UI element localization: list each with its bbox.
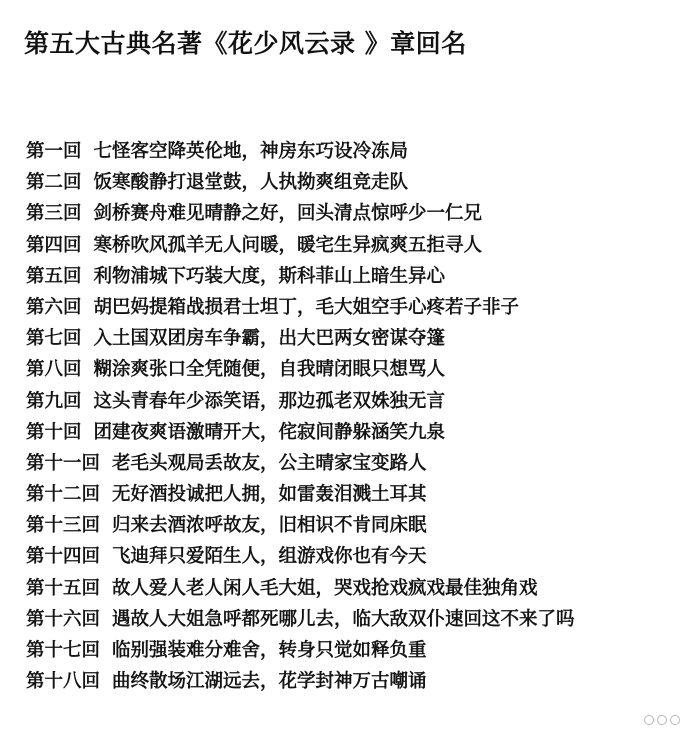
chapter-number: 第六回: [26, 296, 82, 318]
chapter-title: 七怪客空降英伦地，神房东巧设冷冻局: [93, 141, 409, 162]
chapter-title: 曲终散场江湖远去，花学封神万古嘲诵: [112, 671, 427, 693]
chapter-title: 老毛头观局丢故友，公主晴家宝变路人: [112, 452, 427, 474]
chapter-item: [26, 417, 575, 448]
chapter-title: 飞迪拜只爱陌生人，组游戏你也有今天: [112, 546, 427, 568]
chapter-title: 无好酒投诚把人拥，如雷轰泪溅土耳其: [112, 484, 427, 506]
watermark-dot: [670, 715, 680, 725]
chapter-number: 第十六回: [26, 608, 101, 630]
chapter-number: 第九回: [26, 390, 82, 412]
chapter-number: 第十回: [26, 421, 82, 443]
chapter-number: 第五回: [26, 265, 82, 287]
chapter-item: [26, 510, 575, 541]
chapter-item: [26, 167, 575, 198]
chapter-item: [26, 573, 575, 604]
chapter-title: 胡巴妈提箱战损君士坦丁，毛大姐空手心疼若子非子: [93, 296, 520, 318]
chapter-number: 第二回: [26, 172, 82, 194]
chapter-item: [26, 230, 575, 261]
chapter-item: [26, 604, 575, 635]
chapter-item: [26, 635, 575, 666]
chapter-item: [26, 261, 575, 292]
chapter-item: [26, 386, 575, 417]
chapter-list: [26, 136, 575, 697]
chapter-number: 第十三回: [26, 515, 101, 537]
chapter-number: 第三回: [26, 203, 82, 225]
watermark-dot: [644, 715, 654, 725]
chapter-number: 第一回: [26, 141, 82, 162]
chapter-title: 这头青春年少添笑语，那边孤老双姝独无言: [93, 390, 446, 412]
chapter-title: 饭寒酸静打退堂鼓，人执拗爽组竞走队: [93, 172, 409, 194]
chapter-title: 寒桥吹风孤羊无人问暖，暖宅生异疯爽五拒寻人: [93, 234, 483, 256]
chapter-item: [26, 323, 575, 354]
dots-watermark-icon: [644, 715, 680, 725]
chapter-item: [26, 666, 575, 697]
chapter-title: 入土国双团房车争霸，出大巴两女密谋夺篷: [93, 328, 446, 350]
chapter-title: 故人爱人老人闲人毛大姐，哭戏抢戏疯戏最佳独角戏: [112, 577, 538, 599]
chapter-number: 第十二回: [26, 484, 101, 506]
chapter-title: 剑桥赛舟难见晴静之好，回头清点惊呼少一仁兄: [93, 203, 483, 225]
chapter-title: 归来去酒浓呼故友，旧相识不肯同床眠: [112, 515, 427, 537]
chapter-item: [26, 448, 575, 479]
chapter-item: [26, 354, 575, 385]
watermark-dot: [657, 715, 667, 725]
chapter-number: 第八回: [26, 359, 82, 381]
chapter-number: 第十八回: [26, 671, 101, 693]
chapter-number: 第七回: [26, 328, 82, 350]
chapter-title: 糊涂爽张口全凭随便，自我晴闭眼只想骂人: [93, 359, 446, 381]
chapter-item: [26, 479, 575, 510]
chapter-number: 第十四回: [26, 546, 101, 568]
chapter-number: 第十五回: [26, 577, 101, 599]
chapter-title: 遇故人大姐急呼都死哪儿去，临大敌双仆速回这不来了吗: [112, 608, 575, 630]
document-title: 第五大古典名著《花少风云录 》章回名: [24, 29, 467, 58]
chapter-item: [26, 541, 575, 572]
chapter-title: 团建夜爽语激晴开大，侘寂间静躲涵笑九泉: [93, 421, 446, 443]
chapter-number: 第十一回: [26, 452, 101, 474]
chapter-item: [26, 136, 575, 167]
chapter-title: 利物浦城下巧装大度，斯科菲山上暗生异心: [93, 265, 446, 287]
chapter-item: [26, 198, 575, 229]
chapter-number: 第十七回: [26, 640, 101, 661]
chapter-item: [26, 292, 575, 323]
chapter-title: 临别强装难分难舍，转身只觉如释负重: [112, 640, 427, 661]
chapter-number: 第四回: [26, 234, 82, 256]
